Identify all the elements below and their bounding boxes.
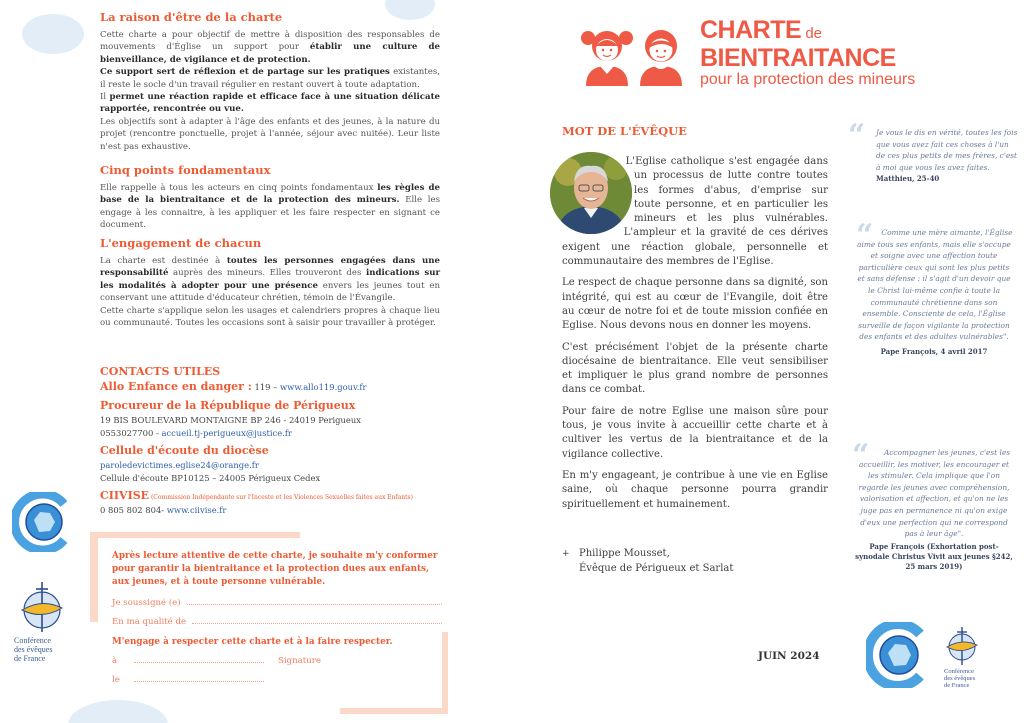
contacts-title: CONTACTS UTILES (100, 365, 221, 378)
cross-mark: + (562, 549, 570, 559)
body-text: Il (100, 92, 110, 103)
body-text: existantes, il reste le socle d'un travail régulier en restant ouvert à toute adaptation. (100, 67, 440, 90)
quote-text: Je vous le dis en vérité, toutes les fois que vous avez fait ces choses à l'un de ces plus petits de mes frères, c'est à moi que vous les avez faites. (876, 128, 1018, 172)
quote-source: Matthieu, 25-40 (876, 174, 940, 184)
section-heading: La raison d'être de la charte (100, 10, 283, 24)
bishop-word-heading: MOT DE L'ÉVÊQUE (562, 124, 687, 138)
quote-source: Pape François (Exhortation post-synodale Christus Vivit aux jeunes §242, 25 mars 2019) (855, 541, 1013, 571)
diocese-logo (866, 622, 928, 688)
section-body (100, 182, 440, 232)
letter-paragraph: C'est précisément l'objet de la présente charte diocésaine de bientraitance. Elle veut sensibiliser et impliquer le plus grand nombre de personnes dans ce combat. (562, 341, 828, 396)
children-icon (578, 24, 690, 90)
cef-logo (12, 580, 72, 635)
section-paragraph (100, 66, 440, 91)
cloud-decoration (22, 14, 84, 54)
section-heading: L'engagement de chacun (100, 236, 262, 250)
bishop-letter (562, 155, 828, 519)
section-engagement (100, 236, 440, 329)
emphasis-text: établir une culture de bienveillance, de vigilance et de protection. (100, 42, 440, 65)
body-text: Cette charte s'applique selon les usages et calendriers propres à chaque lieu ou communauté. Toutes les occasions sont à saisir pour travailler à protéger. (100, 305, 440, 329)
place-field-label: à (112, 656, 118, 666)
cef-label-line: des évêques (14, 645, 53, 654)
bracket-decoration (442, 632, 448, 714)
cef-label (944, 668, 975, 689)
cef-label-line: Conférence (14, 636, 51, 645)
quote-text: Comme une mère aimante, l'Église aime tous ses enfants, mais elle s'occupe et soigne avec une affection toute particulière ceux qui sont les plus petits et sans défense : il s'agit d'un devoir que le Christ lui-même confie à toute la communauté chrétienne dans son ensemble. Consciente de cela, l'Église surveille de façon vigilante la protection des enfants et des adultes vulnérables". (857, 228, 1013, 342)
place-field[interactable] (134, 655, 264, 663)
bracket-decoration (340, 708, 448, 714)
section-paragraph (100, 182, 440, 232)
ciivise-link[interactable]: www.ciivise.fr (166, 505, 227, 515)
signature-label: Signature (278, 656, 321, 666)
cef-label-line: des évêques (944, 675, 976, 682)
contacts-block (100, 365, 480, 517)
procureur-email-link[interactable]: accueil.tj-perigueux@justice.fr (161, 428, 292, 438)
section-paragraph (100, 255, 440, 305)
cef-label (14, 636, 52, 663)
bishop-signature (562, 547, 733, 576)
body-text: Les objectifs sont à adapter à l'âge des enfants et des jeunes, à la nature du projet (rencontre ponctuelle, projet à l'année, séjour avec nuitée). Leur liste n'est pas exhaustive. (100, 116, 440, 152)
cellule-heading: Cellule d'écoute du diocèse (100, 444, 269, 457)
date-field[interactable] (134, 674, 264, 682)
title-line-1: CHARTE (700, 16, 802, 44)
section-raison-detre (100, 10, 440, 153)
role-field-label: En ma qualité de (112, 617, 187, 627)
quote-matthew (848, 118, 1020, 185)
quote-pope-2017 (848, 218, 1020, 358)
signature-form (112, 550, 442, 687)
quote-mark-icon: “ (856, 218, 874, 253)
section-paragraph (100, 29, 440, 66)
section-paragraph (100, 305, 440, 330)
name-field[interactable] (187, 597, 442, 605)
cloud-decoration (68, 700, 168, 723)
cellule-email-link[interactable]: paroledevictimes.eglise24@orange.fr (100, 460, 259, 470)
bracket-decoration (90, 532, 300, 538)
procureur-heading: Procureur de la République de Périgueux (100, 399, 356, 412)
allo-link[interactable]: www.allo119.gouv.fr (280, 382, 367, 392)
quote-mark-icon: “ (852, 438, 870, 473)
signature-intro: Après lecture attentive de cette charte, je souhaite m'y conformer pour garantir la bientraitance et la protection dues aux enfants, aux jeunes, et à toute personne vulnérable. (112, 551, 438, 587)
emphasis-text: Ce support sert de réflexion et de partage sur les pratiques (100, 67, 390, 78)
ciivise-heading: CIIVISE (100, 489, 150, 502)
charter-title (700, 18, 915, 89)
body-text: Elle les engage à les connaitre, à les appliquer et les faire respecter en signant ce document. (100, 195, 440, 231)
section-body (100, 255, 440, 329)
emphasis-text: permet une réaction rapide et efficace face à une situation délicate rapportée, rencontrée ou vue. (100, 92, 441, 115)
emphasis-text: les règles de base de la bientraitance et de la protection des mineurs. (100, 183, 440, 206)
cef-label-line: de France (14, 654, 46, 663)
section-paragraph (100, 116, 440, 153)
name-field-label: Je soussigné (e) (112, 598, 181, 608)
letter-paragraph: Le respect de chaque personne dans sa dignité, son intégrité, qui est au cœur de l'Evangile, doit être au cœur de notre foi et de toute mission confiée en Eglise. Nous devons nous en donner les moyens. (562, 277, 828, 332)
role-field[interactable] (192, 616, 442, 624)
commitment-statement: M'engage à respecter cette charte et à la faire respecter. (112, 637, 393, 647)
section-cinq-points (100, 163, 440, 232)
title-subtitle: pour la protection des mineurs (700, 71, 916, 88)
allo-label: Allo Enfance en danger : (100, 380, 252, 393)
section-heading: Cinq points fondamentaux (100, 163, 271, 177)
quote-text: Accompagner les jeunes, c'est les accueillir, les motiver, les encourager et les stimuler. Cela implique que l'on regarde les jeunes avec compréhension, valorisation et affection, et qu'on ne les juge pas en permanence ni qu'on exige d'eux une perfection qui ne correspond pas à leur âge". (858, 448, 1011, 539)
diocese-logo (12, 492, 72, 552)
cef-label-line: de France (944, 682, 970, 689)
cef-logo (940, 625, 984, 667)
section-body (100, 29, 440, 153)
body-text: La charte est destinée à (100, 256, 227, 266)
body-text: envers les jeunes tout en conservant une attitude d'éducateur chrétien, témoin de l'Évangile. (100, 280, 440, 304)
letter-paragraph: En m'y engageant, je contribue à une vie en Eglise saine, où chaque personne pourra grandir spirituellement et humainement. (562, 469, 828, 510)
allo-number: 119 – (251, 382, 281, 392)
title-line-2: BIENTRAITANCE (700, 44, 896, 72)
signature-title: Évêque de Périgueux et Sarlat (579, 562, 734, 574)
cef-label-line: Conférence (944, 668, 974, 675)
bracket-decoration (90, 532, 98, 622)
procureur-phone: 0553027700 - (100, 428, 162, 438)
body-text: auprès des mineurs. Elles trouveront des (168, 268, 366, 279)
emphasis-text: toutes les personnes engagées dans une responsabilité (100, 256, 440, 279)
body-text: Cette charte a pour objectif de mettre à disposition des responsables de mouvements d'Église un support pour (100, 30, 440, 53)
cellule-address: Cellule d'écoute BP10125 – 24005 Périgueux Cedex (100, 473, 321, 483)
quote-pope-2019 (848, 438, 1020, 572)
procureur-address: 19 BIS BOULEVARD MONTAIGNE BP 246 - 24019 Perigueux (100, 415, 361, 425)
publication-date: JUIN 2024 (758, 650, 820, 662)
title-de: de (801, 25, 823, 42)
quote-source: Pape François, 4 avril 2017 (880, 346, 988, 356)
letter-paragraph: Pour faire de notre Eglise une maison sûre pour tous, je vous invite à accueillir cette charte et à cultiver les vertus de la bientraitance et de la vigilance collective. (562, 405, 828, 460)
date-field-label: le (112, 675, 120, 685)
quote-mark-icon: “ (848, 118, 866, 153)
ciivise-phone: 0 805 802 804- (100, 505, 167, 515)
body-text: Elle rappelle à tous les acteurs en cinq points fondamentaux (100, 183, 378, 193)
emphasis-text: indications sur les modalités à adopter pour une présence (100, 268, 440, 291)
letter-paragraph: L'Eglise catholique s'est engagée dans un processus de lutte contre toutes les formes d'abus, d'emprise sur toute personne, et en particulier les mineurs et les plus vulnérables. L'ampleur et la gravité de ces dérives exigent une réaction globale, personnelle et communautaire des membres de l'Eglise. (562, 156, 828, 268)
ciivise-full-name: (Commission Indépendante sur l'Inceste et les Violences Sexuelles faites aux Enfants) (149, 494, 413, 501)
section-paragraph (100, 91, 440, 116)
signature-name: Philippe Mousset, (579, 548, 670, 559)
